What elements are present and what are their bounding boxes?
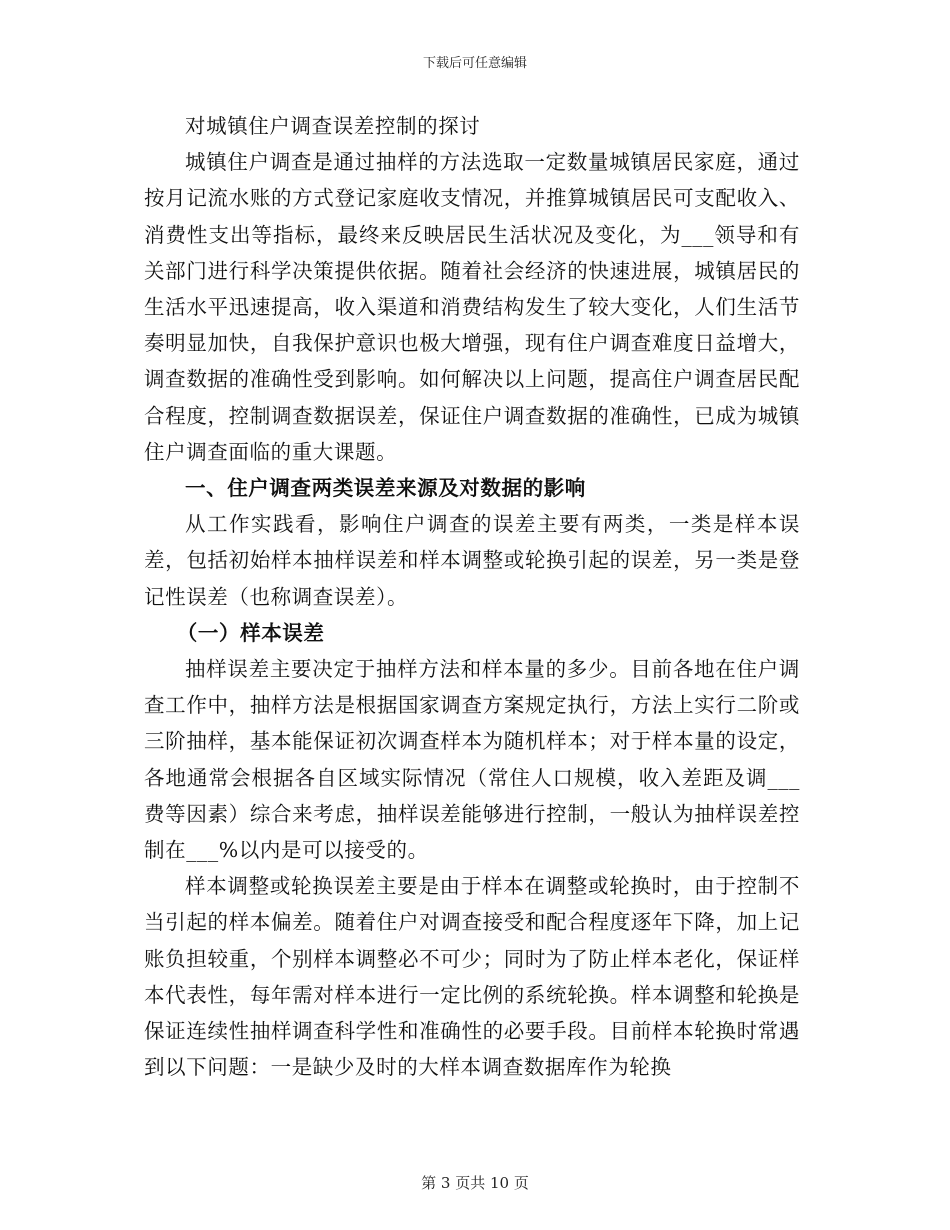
intro-paragraph: 城镇住户调查是通过抽样的方法选取一定数量城镇居民家庭，通过按月记流水账的方式登记家庭收支情况，并推算城镇居民可支配收入、消费性支出等指标，最终来反映居民生活状况及变化，为___领导和有关部门进行科学决策提供依据。随着社会经济的快速进展，城镇居民的生活水平迅速提高，收入渠道和消费结构发生了较大变化，人们生活节奏明显加快，自我保护意识也极大增强，现有住户调查难度日益增大，调查数据的准确性受到影响。如何解决以上问题，提高住户调查居民配合程度，控制调查数据误差，保证住户调查数据的准确性，已成为城镇住户调查面临的重大课题。 [144,150,800,464]
page-header: 下载后可任意编辑 [422,56,527,71]
section-1-paragraph: 从工作实践看，影响住户调查的误差主要有两类，一类是样本误差，包括初始样本抽样误差和样本调整或轮换引起的误差，另一类是登记性误差（也称调查误差）。 [144,512,800,609]
document-title: 对城镇住户调查误差控制的探讨 [185,114,481,138]
subsection-1-paragraph-2: 样本调整或轮换误差主要是由于样本在调整或轮换时，由于控制不当引起的样本偏差。随着住户对调查接受和配合程度逐年下降，加上记账负担较重，个别样本调整必不可少；同时为了防止样本老化，保证样本代表性，每年需对样本进行一定比例的系统轮换。样本调整和轮换是保证连续性抽样调查科学性和准确性的必要手段。目前样本轮换时常遇到以下问题：一是缺少及时的大样本调查数据库作为轮换 [144,874,800,1080]
section-heading-1: 一、住户调查两类误差来源及对数据的影响 [185,476,586,501]
subsection-heading-1: （一）样本误差 [176,620,325,645]
subsection-1-paragraph-1: 抽样误差主要决定于抽样方法和样本量的多少。目前各地在住户调查工作中，抽样方法是根据国家调查方案规定执行，方法上实行二阶或三阶抽样，基本能保证初次调查样本为随机样本；对于样本量的设定，各地通常会根据各自区域实际情况（常住人口规模，收入差距及调___费等因素）综合来考虑，抽样误差能够进行控制，一般认为抽样误差控制在___%以内是可以接受的。 [144,657,800,863]
page-number: 第 3 页共 10 页 [421,1174,529,1192]
document-body [144,108,800,1085]
